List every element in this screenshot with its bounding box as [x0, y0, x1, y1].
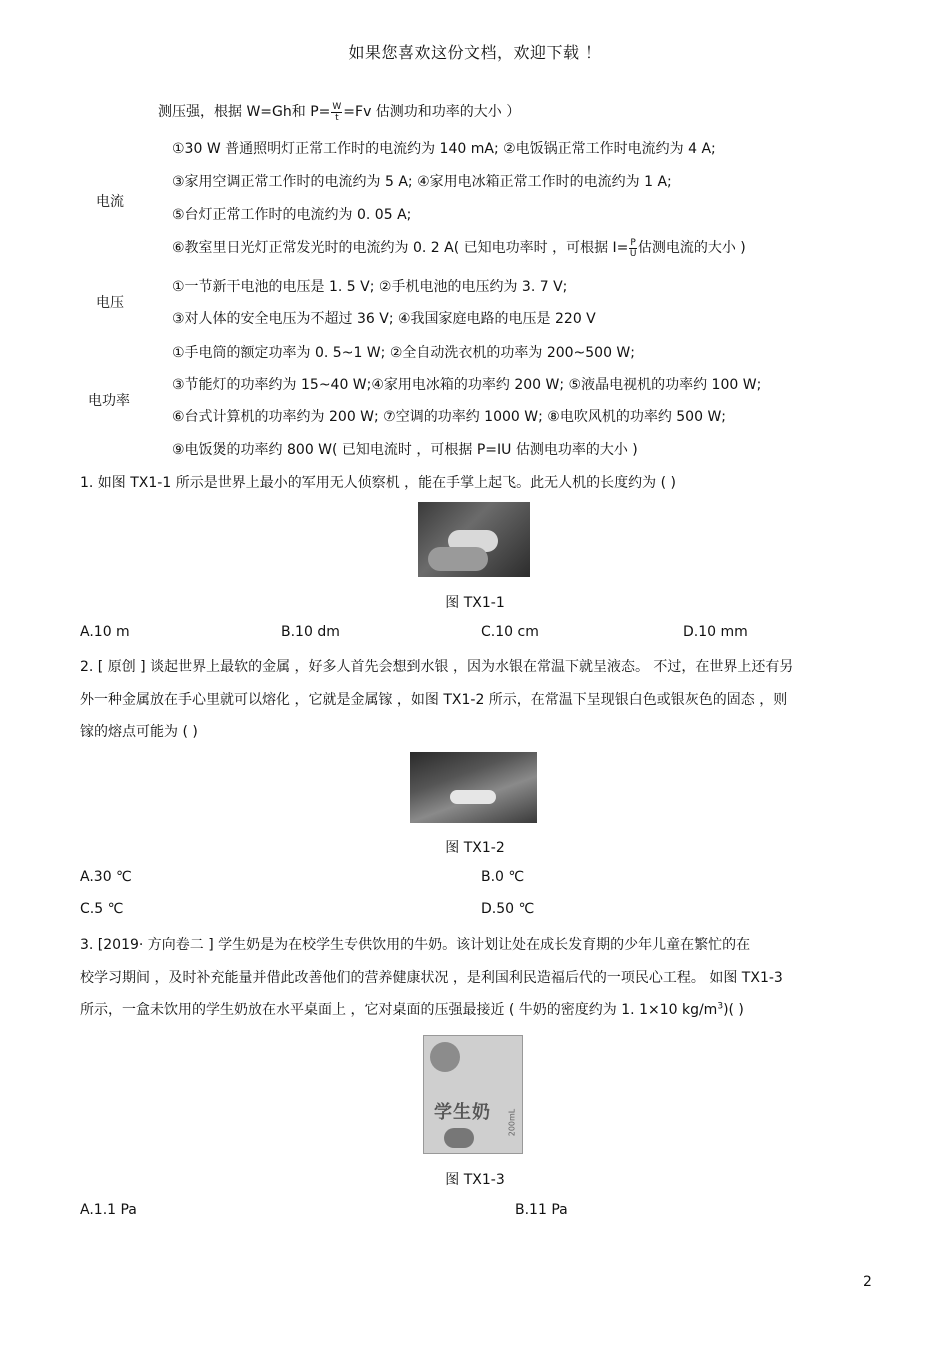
q2-option-c: C.5 ℃ — [80, 901, 124, 917]
current-row-3: ⑤台灯正常工作时的电流约为 0. 05 A; — [172, 207, 412, 223]
q2-option-b: B.0 ℃ — [481, 869, 525, 885]
milk-logo-icon — [430, 1042, 460, 1072]
top-line-pre: 测压强，根据 W=Gh和 P= — [158, 104, 331, 120]
page-header: 如果您喜欢这份文档，欢迎下载 ！ — [348, 43, 602, 62]
question-2-line-1: 2. [ 原创 ] 谈起世界上最软的金属 ，好多人首先会想到水银 ，因为水银在常温下就呈液态。 不过，在世界上还有另 — [80, 659, 794, 675]
q2-option-d: D.50 ℃ — [481, 901, 535, 917]
palm-shape — [428, 547, 488, 571]
drone-photo — [418, 502, 530, 577]
q2-option-a: A.30 ℃ — [80, 869, 132, 885]
voltage-row-2: ③对人体的安全电压为不超过 36 V; ④我国家庭电路的电压是 220 V — [172, 311, 596, 327]
power-voltage-fraction: $\frac{P}{U}$ — [629, 237, 637, 259]
q1-option-c: C.10 cm — [481, 624, 539, 640]
question-3-line-3: 所示，一盒未饮用的学生奶放在水平桌面上 ，它对桌面的压强最接近 ( 牛奶的密度约为 1. 1×10 $kg/m^3$)( ) — [80, 1001, 744, 1018]
question-3-line-2: 校学习期间 ，及时补充能量并借此改善他们的营养健康状况 ，是利国利民造福后代的一项民心工程。 如图 TX1-3 — [80, 970, 783, 986]
category-current: 电流 — [96, 194, 124, 210]
current-row-1: ①30 W 普通照明灯正常工作时的电流约为 140 mA; ②电饭锅正常工作时电流约为 4 A; — [172, 141, 716, 157]
current-row-4: ⑥教室里日光灯正常发光时的电流约为 0. 2 A( 已知电功率时 ，可根据 I= $\frac{P}{U}$ 估测电流的大小 ) — [172, 237, 746, 259]
figure-caption-2: 图 TX1-2 — [445, 840, 505, 856]
work-time-fraction: $\frac{W}{t}$ — [332, 101, 342, 123]
power-row-4: ⑨电饭煲的功率约 800 W( 已知电流时 ，可根据 P=IU 估测电功率的大小 ) — [172, 442, 638, 458]
question-1: 1. 如图 TX1-1 所示是世界上最小的军用无人侦察机 ，能在手掌上起飞。此无人机的长度约为 ( ) — [80, 475, 676, 491]
question-2-line-2: 外一种金属放在手心里就可以熔化 ，它就是金属镓 ，如图 TX1-2 所示，在常温下呈现银白色或银灰色的固态 ，则 — [80, 692, 788, 708]
power-row-1: ①手电筒的额定功率为 0. 5~1 W; ②全自动洗衣机的功率为 200~500 W; — [172, 345, 635, 361]
page-number: 2 — [863, 1274, 872, 1290]
q1-option-d: D.10 mm — [683, 624, 748, 640]
milk-box-text: 学生奶 — [434, 1102, 491, 1123]
question-3-line-1: 3. [2019· 方向卷二 ] 学生奶是为在校学生专供饮用的牛奶。该计划让处在成长发育期的少年儿童在繁忙的在 — [80, 937, 751, 953]
milk-volume: 200mL — [507, 1108, 517, 1137]
q1-option-b: B.10 dm — [281, 624, 340, 640]
category-power: 电功率 — [88, 393, 130, 409]
gallium-shape — [450, 790, 496, 804]
mickey-shape — [444, 1128, 474, 1148]
power-row-3: ⑥台式计算机的功率约为 200 W; ⑦空调的功率约 1000 W; ⑧电吹风机的功率约 500 W; — [172, 409, 727, 425]
q3-option-b: B.11 Pa — [515, 1202, 568, 1218]
figure-caption-3: 图 TX1-3 — [445, 1172, 505, 1188]
milk-box-photo — [423, 1035, 523, 1154]
category-voltage: 电压 — [96, 295, 124, 311]
power-row-2: ③节能灯的功率约为 15~40 W;④家用电冰箱的功率约 200 W; ⑤液晶电视机的功率约 100 W; — [172, 377, 762, 393]
q3-option-a: A.1.1 Pa — [80, 1202, 137, 1218]
question-2-line-3: 镓的熔点可能为 ( ) — [80, 724, 198, 740]
pressure-power-line — [158, 101, 520, 123]
top-line-post: =Fv 估测功和功率的大小 ） — [343, 104, 521, 120]
q1-option-a: A.10 m — [80, 624, 130, 640]
figure-caption-1: 图 TX1-1 — [445, 595, 505, 611]
gallium-photo — [410, 752, 537, 823]
current-row-2: ③家用空调正常工作时的电流约为 5 A; ④家用电冰箱正常工作时的电流约为 1 A; — [172, 174, 672, 190]
voltage-row-1: ①一节新干电池的电压是 1. 5 V; ②手机电池的电压约为 3. 7 V; — [172, 279, 568, 295]
